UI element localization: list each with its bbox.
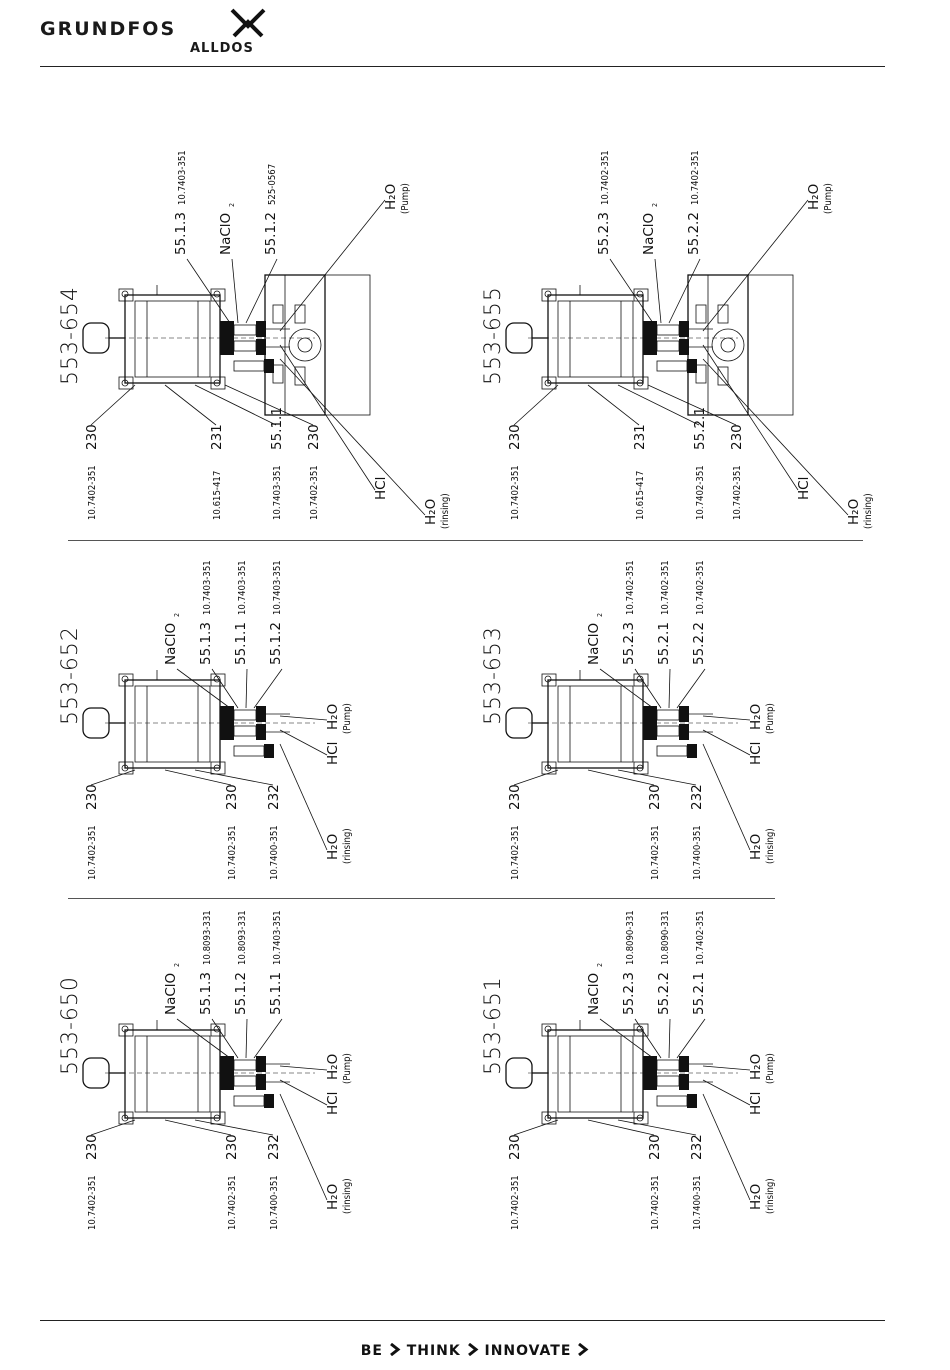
part-code: 10.7403-351 xyxy=(272,910,283,965)
medium-note: (Pump) xyxy=(400,183,411,214)
chevron-right-icon xyxy=(577,1343,589,1356)
medium-label xyxy=(846,493,874,529)
medium-label xyxy=(748,703,776,734)
medium-label xyxy=(325,1178,353,1214)
part-label-right xyxy=(173,150,189,255)
medium-note: (Pump) xyxy=(765,703,776,734)
medium-note: (rinsing) xyxy=(765,828,776,864)
medium-label xyxy=(748,1178,776,1214)
diagram-panel-553-652 xyxy=(55,560,355,894)
page-header xyxy=(0,0,950,70)
medium-name: HCl xyxy=(325,741,341,765)
part-label-left xyxy=(507,784,523,880)
part-code: 10.8090-331 xyxy=(625,910,636,965)
medium-name: HCl xyxy=(748,1091,764,1115)
part-number: 55.1.3 xyxy=(198,972,214,1015)
diagram-svg xyxy=(478,560,778,890)
medium-name: H₂O xyxy=(748,1053,764,1080)
part-label-left xyxy=(209,424,225,520)
medium-name: H₂O xyxy=(748,833,764,860)
medium-name: H₂O xyxy=(383,183,399,210)
part-number: 232 xyxy=(689,1134,705,1160)
model-number: 553-651 xyxy=(481,976,506,1075)
part-label-left xyxy=(269,407,285,520)
part-number: 231 xyxy=(632,424,648,450)
part-code: 10.8093-331 xyxy=(237,910,248,965)
medium-name: H₂O xyxy=(748,1183,764,1210)
part-label-left xyxy=(692,407,708,520)
medium-label xyxy=(383,183,411,214)
part-label-right xyxy=(621,560,637,665)
part-label-right xyxy=(163,613,181,665)
medium-note: (Pump) xyxy=(765,1053,776,1084)
footer-rule xyxy=(40,1320,885,1321)
part-code: 10.7402-351 xyxy=(510,465,521,520)
part-label-left xyxy=(632,424,648,520)
part-code: 10.7402-351 xyxy=(510,1175,521,1230)
part-number: 55.2.2 xyxy=(656,972,672,1015)
medium-label xyxy=(325,703,353,734)
part-code: 10.615-417 xyxy=(635,470,646,520)
part-label-left xyxy=(729,424,745,520)
medium-name: H₂O xyxy=(806,183,822,210)
medium-note: (rinsing) xyxy=(765,1178,776,1214)
medium-label xyxy=(796,477,812,500)
part-number: 230 xyxy=(306,424,322,450)
part-code: 10.7402-351 xyxy=(732,465,743,520)
subscript: 2 xyxy=(173,962,181,967)
part-label-left xyxy=(689,784,705,880)
model-number: 553-653 xyxy=(481,626,506,725)
part-label-right xyxy=(198,560,214,665)
part-code: 10.7402-351 xyxy=(510,825,521,880)
slogan-be: BE xyxy=(360,1343,383,1359)
part-code: 10.7400-351 xyxy=(692,825,703,880)
part-code: 10.7402-351 xyxy=(625,560,636,615)
part-code: 10.7402-351 xyxy=(227,825,238,880)
part-label-left xyxy=(647,784,663,880)
diagram-svg xyxy=(478,130,878,530)
medium-label xyxy=(325,1092,341,1115)
medium-name: H₂O xyxy=(325,1183,341,1210)
model-number: 553-655 xyxy=(481,286,506,385)
part-number: 230 xyxy=(84,424,100,450)
part-code: 10.7402-351 xyxy=(87,825,98,880)
pump-body xyxy=(83,275,370,415)
divider-top xyxy=(68,540,863,541)
part-label-right xyxy=(268,560,284,665)
part-label-right xyxy=(656,910,672,1015)
medium-name: H₂O xyxy=(325,703,341,730)
medium-label xyxy=(748,828,776,864)
part-code: 10.8093-331 xyxy=(202,910,213,965)
part-number: 230 xyxy=(647,1134,663,1160)
part-number: 230 xyxy=(507,424,523,450)
divider-middle xyxy=(68,898,775,899)
part-number: NaClO xyxy=(586,972,602,1015)
medium-label xyxy=(325,828,353,864)
part-label-left xyxy=(306,424,322,520)
part-number: 55.1.2 xyxy=(268,622,284,665)
part-number: 55.1.2 xyxy=(233,972,249,1015)
part-number: 55.2.3 xyxy=(596,212,612,255)
diagram-svg xyxy=(55,130,455,530)
part-number: 55.1.3 xyxy=(173,212,189,255)
part-code: 10.7402-351 xyxy=(650,1175,661,1230)
part-number: 230 xyxy=(507,1134,523,1160)
header-rule xyxy=(40,66,885,67)
part-code: 10.7402-351 xyxy=(695,560,706,615)
part-number: 232 xyxy=(266,1134,282,1160)
part-code: 10.7403-351 xyxy=(202,560,213,615)
part-label-right xyxy=(641,203,659,255)
part-code: 10.7402-351 xyxy=(309,465,320,520)
part-number: 55.1.1 xyxy=(269,407,285,450)
part-label-right xyxy=(596,150,612,255)
diagram-panel-553-651 xyxy=(478,910,778,1254)
part-number: 230 xyxy=(84,784,100,810)
medium-note: (Pump) xyxy=(823,183,834,214)
part-number: 230 xyxy=(507,784,523,810)
part-number: 230 xyxy=(729,424,745,450)
medium-label xyxy=(806,183,834,214)
medium-note: (rinsing) xyxy=(440,493,451,529)
medium-label xyxy=(423,493,451,529)
slogan-innovate: INNOVATE xyxy=(484,1343,572,1359)
part-code: 525-0567 xyxy=(267,163,278,205)
part-code: 10.7402-351 xyxy=(695,910,706,965)
medium-name: H₂O xyxy=(423,498,439,525)
part-code: 10.7400-351 xyxy=(269,1175,280,1230)
medium-name: HCl xyxy=(796,476,812,500)
part-code: 10.7403-351 xyxy=(177,150,188,205)
part-code: 10.7402-351 xyxy=(695,465,706,520)
part-number: 55.1.1 xyxy=(233,622,249,665)
chevron-right-icon xyxy=(467,1343,479,1356)
part-code: 10.7403-351 xyxy=(272,560,283,615)
part-number: 55.2.3 xyxy=(621,622,637,665)
subscript: 2 xyxy=(596,962,604,967)
model-number: 553-654 xyxy=(58,286,83,385)
part-label-left xyxy=(689,1134,705,1230)
part-label-left xyxy=(266,784,282,880)
part-number: 55.1.2 xyxy=(263,212,279,255)
subscript: 2 xyxy=(173,612,181,617)
brand-sub-logo: ALLDOS xyxy=(190,41,254,56)
part-label-right xyxy=(268,910,284,1015)
diagram-panel-553-653 xyxy=(478,560,778,894)
part-label-left xyxy=(84,424,100,520)
part-number: NaClO xyxy=(163,972,179,1015)
medium-label xyxy=(748,1092,764,1115)
slogan-think: THINK xyxy=(406,1343,461,1359)
subscript: 2 xyxy=(651,202,659,207)
part-label-left xyxy=(84,1134,100,1230)
diagram-svg xyxy=(55,560,355,890)
part-number: NaClO xyxy=(641,212,657,255)
part-label-left xyxy=(84,784,100,880)
part-label-right xyxy=(686,150,702,255)
part-label-left xyxy=(224,1134,240,1230)
part-label-right xyxy=(218,203,236,255)
part-label-left xyxy=(507,1134,523,1230)
medium-note: (rinsing) xyxy=(342,1178,353,1214)
medium-note: (rinsing) xyxy=(342,828,353,864)
diagram-panel-553-654 xyxy=(55,130,455,534)
brand-mark-icon xyxy=(228,6,268,40)
part-number: 55.2.1 xyxy=(656,622,672,665)
part-label-left xyxy=(507,424,523,520)
part-label-right xyxy=(656,560,672,665)
part-label-left xyxy=(224,784,240,880)
medium-name: H₂O xyxy=(846,498,862,525)
part-code: 10.7402-351 xyxy=(600,150,611,205)
part-label-right xyxy=(621,910,637,1015)
medium-name: HCl xyxy=(748,741,764,765)
part-number: 55.2.2 xyxy=(691,622,707,665)
diagram-svg xyxy=(55,910,355,1250)
part-number: 55.2.3 xyxy=(621,972,637,1015)
part-code: 10.7400-351 xyxy=(269,825,280,880)
part-number: 55.1.1 xyxy=(268,972,284,1015)
medium-name: HCl xyxy=(325,1091,341,1115)
part-code: 10.7402-351 xyxy=(650,825,661,880)
footer-slogan xyxy=(0,1343,950,1359)
medium-name: H₂O xyxy=(325,833,341,860)
medium-note: (Pump) xyxy=(342,703,353,734)
part-label-right xyxy=(586,613,604,665)
medium-label xyxy=(325,742,341,765)
part-label-right xyxy=(691,910,707,1015)
part-label-right xyxy=(586,963,604,1015)
subscript: 2 xyxy=(596,612,604,617)
part-label-right xyxy=(163,963,181,1015)
medium-name: H₂O xyxy=(748,703,764,730)
medium-note: (Pump) xyxy=(342,1053,353,1084)
part-number: NaClO xyxy=(163,622,179,665)
model-number: 553-652 xyxy=(58,626,83,725)
model-number: 553-650 xyxy=(58,976,83,1075)
part-number: 55.2.2 xyxy=(686,212,702,255)
medium-label xyxy=(748,1053,776,1084)
part-number: 230 xyxy=(647,784,663,810)
part-code: 10.7403-351 xyxy=(237,560,248,615)
part-code: 10.7402-351 xyxy=(227,1175,238,1230)
brand-logo: GRUNDFOS xyxy=(40,18,177,40)
part-number: 232 xyxy=(266,784,282,810)
part-number: 55.2.1 xyxy=(691,972,707,1015)
part-code: 10.615-417 xyxy=(212,470,223,520)
part-number: 231 xyxy=(209,424,225,450)
part-number: NaClO xyxy=(586,622,602,665)
part-number: 230 xyxy=(224,784,240,810)
part-label-right xyxy=(198,910,214,1015)
part-label-right xyxy=(691,560,707,665)
medium-note: (rinsing) xyxy=(863,493,874,529)
subscript: 2 xyxy=(228,202,236,207)
part-number: 232 xyxy=(689,784,705,810)
medium-label xyxy=(748,742,764,765)
diagram-panel-553-650 xyxy=(55,910,355,1254)
medium-label xyxy=(373,477,389,500)
medium-name: H₂O xyxy=(325,1053,341,1080)
part-label-right xyxy=(233,910,249,1015)
medium-name: HCl xyxy=(373,476,389,500)
diagram-svg xyxy=(478,910,778,1250)
part-code: 10.7402-351 xyxy=(87,1175,98,1230)
part-label-left xyxy=(647,1134,663,1230)
part-code: 10.7402-351 xyxy=(660,560,671,615)
diagram-panel-553-655 xyxy=(478,130,878,534)
part-label-left xyxy=(266,1134,282,1230)
part-code: 10.7400-351 xyxy=(692,1175,703,1230)
part-label-right xyxy=(233,560,249,665)
part-number: 230 xyxy=(84,1134,100,1160)
part-code: 10.8090-331 xyxy=(660,910,671,965)
medium-label xyxy=(325,1053,353,1084)
part-label-right xyxy=(263,164,279,255)
part-code: 10.7403-351 xyxy=(272,465,283,520)
part-number: NaClO xyxy=(218,212,234,255)
pump-body xyxy=(506,275,793,415)
part-code: 10.7402-351 xyxy=(87,465,98,520)
chevron-right-icon xyxy=(389,1343,401,1356)
part-code: 10.7402-351 xyxy=(690,150,701,205)
part-number: 55.1.3 xyxy=(198,622,214,665)
part-number: 55.2.1 xyxy=(692,407,708,450)
part-number: 230 xyxy=(224,1134,240,1160)
